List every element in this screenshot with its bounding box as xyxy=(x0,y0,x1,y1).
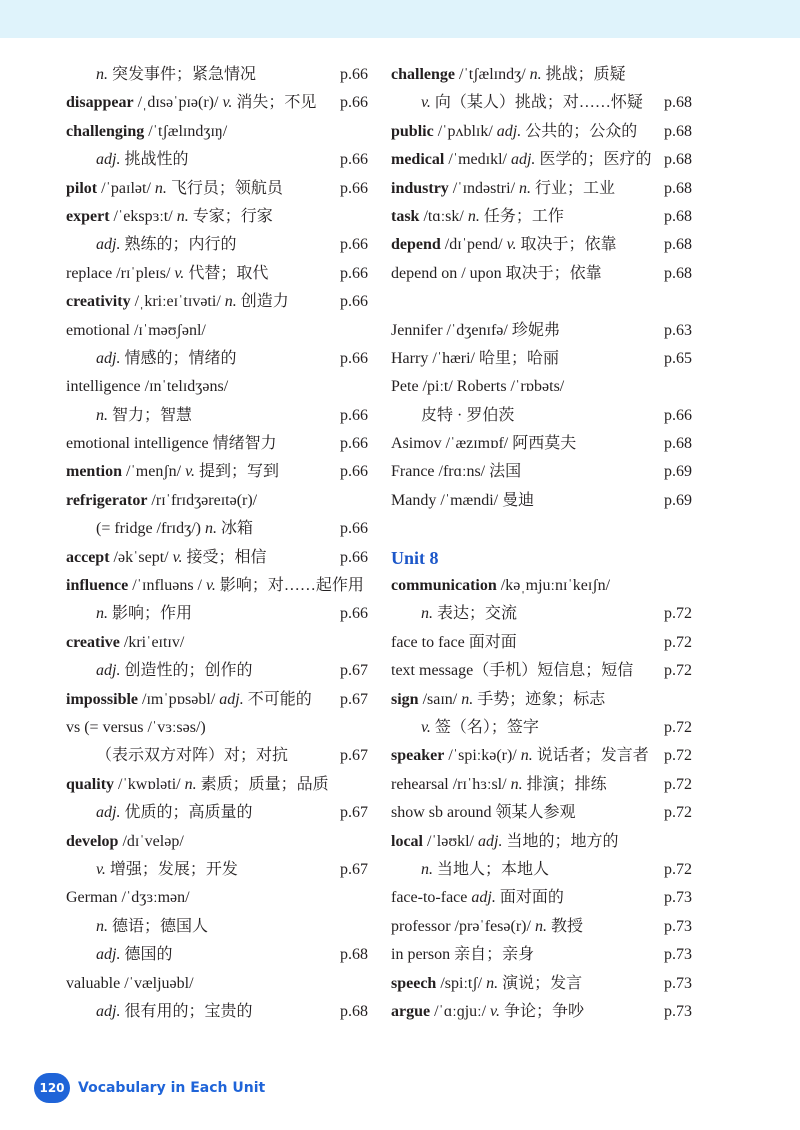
entry-text: /ˌkriːeɪˈtɪvəti/ xyxy=(130,293,225,311)
entry-text: 影响；作用 xyxy=(108,605,193,623)
vocab-entry xyxy=(66,600,368,628)
part-of-speech: adj. xyxy=(96,236,121,254)
part-of-speech: n. xyxy=(520,747,533,765)
page-reference: p.73 xyxy=(664,1002,692,1020)
vocab-entry xyxy=(66,998,368,1026)
page-reference: p.66 xyxy=(340,94,368,112)
entry-text: Mandy /ˈmændi/ 曼迪 xyxy=(391,491,535,509)
vocab-entry xyxy=(66,629,368,657)
vocab-entry xyxy=(391,231,692,259)
entry-meaning: 教授 xyxy=(546,917,583,935)
entry-text: 挑战性的 xyxy=(120,151,189,169)
entry-text: 签（名）；签字 xyxy=(430,718,539,736)
entry-meaning: 素质；质量；品质 xyxy=(196,775,329,793)
vocab-entry xyxy=(391,118,692,146)
vocab-entry xyxy=(391,657,692,685)
page-reference: p.66 xyxy=(340,435,368,453)
vocab-entry xyxy=(66,288,368,316)
part-of-speech: adj. xyxy=(96,151,121,169)
vocab-entry xyxy=(66,175,368,203)
entry-text: /ˈɑːɡjuː/ xyxy=(430,1002,491,1020)
entry-text: /tɑːsk/ xyxy=(419,207,468,225)
part-of-speech: adj. xyxy=(96,349,121,367)
vocab-entry xyxy=(66,657,368,685)
entry-text: /ˈspiːkə(r)/ xyxy=(444,747,521,765)
page-reference: p.66 xyxy=(340,236,368,254)
part-of-speech: n. xyxy=(467,207,480,225)
vocab-entry xyxy=(391,430,692,458)
part-of-speech: adj. xyxy=(510,151,536,169)
vocab-entry xyxy=(391,884,692,912)
entry-meaning: 当地的；地方的 xyxy=(502,832,619,850)
entry-text: /kriˈeɪtɪv/ xyxy=(119,633,185,651)
page-reference: p.66 xyxy=(340,605,368,623)
section-spacer xyxy=(391,288,692,316)
headword: impossible xyxy=(66,690,139,708)
entry-text: 突发事件；紧急情况 xyxy=(108,66,257,83)
vocab-entry xyxy=(66,686,368,714)
part-of-speech: n. xyxy=(486,974,499,992)
entry-meaning: 医学的；医疗的 xyxy=(535,151,652,169)
page-reference: p.66 xyxy=(340,264,368,282)
entry-text: /ˈmenʃn/ xyxy=(122,463,186,481)
headword: speech xyxy=(391,974,437,992)
entry-text: 表达；交流 xyxy=(433,605,518,623)
headword: argue xyxy=(391,1002,431,1020)
part-of-speech: n. xyxy=(96,605,108,623)
vocab-entry xyxy=(66,884,368,912)
entry-text: 当地人；本地人 xyxy=(433,860,550,878)
page-reference: p.66 xyxy=(340,520,368,538)
page-reference: p.68 xyxy=(664,435,692,453)
part-of-speech: v. xyxy=(421,94,431,112)
part-of-speech: v. xyxy=(172,548,183,566)
part-of-speech: n. xyxy=(96,66,108,83)
vocab-entry xyxy=(66,260,368,288)
entry-meaning: 影响；对……起作用 xyxy=(215,577,364,595)
vocab-entry xyxy=(66,799,368,827)
entry-meaning: 接受；相信 xyxy=(182,548,267,566)
headword: industry xyxy=(391,179,449,197)
vocab-entry xyxy=(391,345,692,373)
entry-text: /ɪmˈpɒsəbl/ xyxy=(138,690,220,708)
part-of-speech: v. xyxy=(421,718,431,736)
headword: speaker xyxy=(391,747,445,765)
part-of-speech: v. xyxy=(205,577,216,595)
part-of-speech: adj. xyxy=(96,662,121,680)
vocab-entry xyxy=(66,61,368,89)
vocab-entry xyxy=(391,203,692,231)
entry-text: (= fridge /frɪdʒ/) xyxy=(96,520,205,538)
part-of-speech: v. xyxy=(222,94,233,112)
headword: creativity xyxy=(66,293,131,311)
page-reference: p.72 xyxy=(664,718,692,736)
entry-text: /ˌdɪsəˈpɪə(r)/ xyxy=(133,94,223,112)
page-reference: p.72 xyxy=(664,662,692,680)
vocab-entry xyxy=(391,686,692,714)
headword: develop xyxy=(66,832,119,850)
vocab-entry xyxy=(391,600,692,628)
headword: quality xyxy=(66,775,115,793)
vocab-entry xyxy=(66,487,368,515)
entry-text: face-to-face xyxy=(391,889,472,907)
entry-text: Jennifer /ˈdʒenɪfə/ 珍妮弗 xyxy=(391,321,560,339)
part-of-speech: n. xyxy=(96,917,108,935)
vocab-entry xyxy=(391,146,692,174)
page-reference: p.72 xyxy=(664,775,692,793)
vocab-entry xyxy=(66,771,368,799)
page-reference: p.68 xyxy=(664,179,692,197)
page-reference: p.63 xyxy=(664,321,692,339)
entry-meaning: 专家；行家 xyxy=(188,207,273,225)
section-spacer xyxy=(391,515,692,543)
page-reference: p.73 xyxy=(664,946,692,964)
entry-text: （表示双方对阵）对；对抗 xyxy=(96,747,289,765)
vocab-entry xyxy=(391,260,692,288)
vocab-entry xyxy=(391,828,692,856)
entry-text: 情感的；情绪的 xyxy=(120,349,237,367)
vocab-entry xyxy=(391,572,692,600)
entry-meaning: 演说；发言 xyxy=(498,974,583,992)
entry-meaning: 提到；写到 xyxy=(195,463,280,481)
top-header-band xyxy=(0,0,800,38)
entry-text: /ˈkwɒləti/ xyxy=(114,775,185,793)
headword: creative xyxy=(66,633,120,651)
entry-meaning: 说话者；发言者 xyxy=(532,747,649,765)
page-reference: p.72 xyxy=(664,605,692,623)
part-of-speech: adj. xyxy=(96,804,121,822)
part-of-speech: n. xyxy=(224,293,237,311)
entry-text: 皮特 · 罗伯茨 xyxy=(421,406,515,424)
headword: accept xyxy=(66,548,110,566)
page-reference: p.66 xyxy=(664,406,692,424)
part-of-speech: n. xyxy=(510,775,523,793)
vocab-entry xyxy=(391,941,692,969)
page-reference: p.66 xyxy=(340,179,368,197)
page-reference: p.67 xyxy=(340,662,368,680)
headword: communication xyxy=(391,577,497,595)
page-reference: p.68 xyxy=(664,94,692,112)
vocab-entry xyxy=(66,941,368,969)
headword: sign xyxy=(391,690,419,708)
headword: mention xyxy=(66,463,122,481)
headword: influence xyxy=(66,577,129,595)
vocab-entry xyxy=(391,998,692,1026)
vocab-entry xyxy=(66,515,368,543)
entry-text: /ˈləʊkl/ xyxy=(423,832,478,850)
vocab-entry xyxy=(391,61,692,89)
vocab-entry xyxy=(66,203,368,231)
entry-text: /dɪˈpend/ xyxy=(440,236,507,254)
part-of-speech: v. xyxy=(490,1002,500,1020)
part-of-speech: n. xyxy=(461,690,474,708)
vocab-entry xyxy=(66,89,368,117)
entry-text: France /frɑːns/ 法国 xyxy=(391,463,522,481)
page-reference: p.65 xyxy=(664,349,692,367)
part-of-speech: adj. xyxy=(96,1002,121,1020)
page-footer xyxy=(34,1073,265,1103)
part-of-speech: n. xyxy=(154,179,167,197)
entry-text: 德语；德国人 xyxy=(108,917,209,935)
part-of-speech: adj. xyxy=(478,832,503,850)
headword: refrigerator xyxy=(66,491,148,509)
headword: medical xyxy=(391,151,445,169)
part-of-speech: adj. xyxy=(96,946,121,964)
part-of-speech: adj. xyxy=(219,690,244,708)
page-reference: p.68 xyxy=(664,207,692,225)
entry-text: /rɪˈfrɪdʒəreɪtə(r)/ xyxy=(147,491,258,509)
page-reference: p.66 xyxy=(340,406,368,424)
part-of-speech: n. xyxy=(421,860,433,878)
vocab-entry xyxy=(391,373,692,401)
vocab-entry xyxy=(66,544,368,572)
vocab-entry xyxy=(66,742,368,770)
entry-text: /ˈtʃælɪndʒ/ xyxy=(455,66,530,83)
entry-text: 智力；智慧 xyxy=(108,406,193,424)
vocab-entry xyxy=(66,345,368,373)
page-reference: p.67 xyxy=(340,804,368,822)
part-of-speech: n. xyxy=(204,520,217,538)
vocab-entry xyxy=(66,373,368,401)
entry-text: intelligence /ɪnˈtelɪdʒəns/ xyxy=(66,378,229,396)
entry-meaning: 挑战；质疑 xyxy=(541,66,626,83)
entry-text: in person 亲自；亲身 xyxy=(391,946,535,964)
vocab-entry xyxy=(66,430,368,458)
vocab-entry xyxy=(66,572,368,600)
headword: public xyxy=(391,122,434,140)
page-reference: p.72 xyxy=(664,860,692,878)
vocab-entry xyxy=(391,458,692,486)
vocab-entry xyxy=(391,970,692,998)
entry-text: /spiːtʃ/ xyxy=(436,974,487,992)
vocab-entry xyxy=(391,317,692,345)
part-of-speech: n. xyxy=(529,66,542,83)
part-of-speech: n. xyxy=(519,179,532,197)
vocab-entry xyxy=(391,714,692,742)
page-reference: p.67 xyxy=(340,747,368,765)
entry-meaning: 任务；工作 xyxy=(479,207,564,225)
page-reference: p.69 xyxy=(664,491,692,509)
vocabulary-column-left xyxy=(66,61,368,1026)
vocab-entry xyxy=(391,402,692,430)
entry-meaning: 排演；排练 xyxy=(522,775,607,793)
page-reference: p.72 xyxy=(664,804,692,822)
part-of-speech: adj. xyxy=(471,889,496,907)
entry-text: /ˈɪndəstri/ xyxy=(448,179,520,197)
vocabulary-column-right xyxy=(391,61,692,1026)
entry-meaning: 取决于；依靠 xyxy=(516,236,617,254)
entry-text: /saɪn/ xyxy=(418,690,462,708)
entry-text: /əkˈsept/ xyxy=(109,548,173,566)
page-number-badge: 120 xyxy=(34,1073,70,1103)
vocab-entry xyxy=(66,856,368,884)
page-reference: p.68 xyxy=(664,151,692,169)
entry-text: 很有用的；宝贵的 xyxy=(120,1002,253,1020)
vocab-entry xyxy=(66,231,368,259)
part-of-speech: n. xyxy=(184,775,197,793)
headword: local xyxy=(391,832,423,850)
part-of-speech: v. xyxy=(506,236,517,254)
entry-text: 创造性的；创作的 xyxy=(120,662,253,680)
vocab-entry xyxy=(391,856,692,884)
entry-text: German /ˈdʒɜːmən/ xyxy=(66,889,190,907)
page-reference: p.66 xyxy=(340,463,368,481)
entry-meaning: 不可能的 xyxy=(243,690,312,708)
entry-text: Asimov /ˈæzɪmɒf/ 阿西莫夫 xyxy=(391,435,577,453)
entry-text: Harry /ˈhæri/ 哈里；哈丽 xyxy=(391,349,559,367)
vocab-entry xyxy=(391,629,692,657)
headword: task xyxy=(391,207,420,225)
vocab-entry xyxy=(66,118,368,146)
page-reference: p.67 xyxy=(340,860,368,878)
page-reference: p.66 xyxy=(340,349,368,367)
entry-meaning: 代替；取代 xyxy=(184,264,269,282)
entry-text: show sb around 领某人参观 xyxy=(391,804,576,822)
entry-text: text message（手机）短信息；短信 xyxy=(391,662,634,680)
vocab-entry xyxy=(66,828,368,856)
page-reference: p.68 xyxy=(340,1002,368,1020)
entry-text: 增强；发展；开发 xyxy=(105,860,238,878)
headword: disappear xyxy=(66,94,134,112)
page-reference: p.66 xyxy=(340,151,368,169)
entry-text: emotional intelligence 情绪智力 xyxy=(66,435,277,453)
page-reference: p.68 xyxy=(664,236,692,254)
entry-text: 优质的；高质量的 xyxy=(120,804,253,822)
entry-text: 向（某人）挑战；对……怀疑 xyxy=(430,94,643,112)
vocab-entry xyxy=(391,799,692,827)
vocab-entry xyxy=(66,970,368,998)
page-reference: p.72 xyxy=(664,747,692,765)
entry-text: professor /prəˈfesə(r)/ xyxy=(391,917,535,935)
entry-text: emotional /ɪˈməʊʃənl/ xyxy=(66,321,206,339)
vocab-entry xyxy=(66,913,368,941)
entry-meaning: 手势；迹象；标志 xyxy=(473,690,606,708)
headword: depend xyxy=(391,236,441,254)
entry-text: valuable /ˈvæljuəbl/ xyxy=(66,974,194,992)
entry-meaning: 冰箱 xyxy=(216,520,253,538)
entry-text: /dɪˈveləp/ xyxy=(118,832,184,850)
vocab-entry xyxy=(391,175,692,203)
page-reference: p.68 xyxy=(664,122,692,140)
vocab-entry xyxy=(391,742,692,770)
footer-title: Vocabulary in Each Unit xyxy=(78,1080,266,1096)
unit-heading xyxy=(391,544,692,572)
page-reference: p.68 xyxy=(664,264,692,282)
entry-text: face to face 面对面 xyxy=(391,633,517,651)
headword: challenge xyxy=(391,66,455,83)
page-reference: p.66 xyxy=(340,548,368,566)
page-reference: p.73 xyxy=(664,917,692,935)
entry-text: replace /rɪˈpleɪs/ xyxy=(66,264,175,282)
entry-meaning: 公共的；公众的 xyxy=(521,122,638,140)
entry-text: /kəˌmjuːnɪˈkeɪʃn/ xyxy=(496,577,611,595)
entry-text: /ˈekspɜːt/ xyxy=(109,207,177,225)
entry-meaning: 消失；不见 xyxy=(232,94,317,112)
part-of-speech: adj. xyxy=(496,122,522,140)
vocab-entry xyxy=(391,89,692,117)
headword: pilot xyxy=(66,179,98,197)
entry-text: 熟练的；内行的 xyxy=(120,236,237,254)
entry-meaning: 面对面的 xyxy=(495,889,564,907)
part-of-speech: v. xyxy=(185,463,196,481)
vocab-entry xyxy=(66,146,368,174)
entry-text: /ˈɪnfluəns / xyxy=(128,577,206,595)
vocab-entry xyxy=(66,458,368,486)
unit-title: Unit 8 xyxy=(391,547,439,568)
entry-text: vs (= versus /ˈvɜːsəs/) xyxy=(66,718,206,736)
entry-meaning: 行业；工业 xyxy=(531,179,616,197)
headword: expert xyxy=(66,207,110,225)
vocab-entry xyxy=(66,402,368,430)
entry-text: depend on / upon 取决于；依靠 xyxy=(391,264,602,282)
entry-text: /ˈmedɪkl/ xyxy=(444,151,511,169)
vocab-entry xyxy=(391,487,692,515)
page-reference: p.66 xyxy=(340,293,368,311)
part-of-speech: n. xyxy=(176,207,189,225)
entry-text: /ˈpʌblɪk/ xyxy=(433,122,497,140)
entry-text: /ˈpaɪlət/ xyxy=(97,179,155,197)
vocab-entry xyxy=(391,771,692,799)
part-of-speech: v. xyxy=(96,860,106,878)
entry-meaning: 创造力 xyxy=(236,293,289,311)
headword: challenging xyxy=(66,122,145,140)
entry-meaning: 飞行员；领航员 xyxy=(166,179,283,197)
part-of-speech: n. xyxy=(534,917,547,935)
part-of-speech: v. xyxy=(174,264,185,282)
page-reference: p.67 xyxy=(340,690,368,708)
part-of-speech: n. xyxy=(421,605,433,623)
page-reference: p.66 xyxy=(340,66,368,83)
vocab-entry xyxy=(66,714,368,742)
vocab-entry xyxy=(391,913,692,941)
entry-text: rehearsal /rɪˈhɜːsl/ xyxy=(391,775,511,793)
entry-meaning: 争论；争吵 xyxy=(499,1002,584,1020)
page-reference: p.69 xyxy=(664,463,692,481)
page-reference: p.68 xyxy=(340,946,368,964)
page-reference: p.72 xyxy=(664,633,692,651)
entry-text: 德国的 xyxy=(120,946,173,964)
vocab-entry xyxy=(66,317,368,345)
entry-text: Pete /piːt/ Roberts /ˈrɒbəts/ xyxy=(391,378,565,396)
entry-text: /ˈtʃælɪndʒɪŋ/ xyxy=(144,122,228,140)
page-reference: p.73 xyxy=(664,889,692,907)
page-reference: p.73 xyxy=(664,974,692,992)
part-of-speech: n. xyxy=(96,406,108,424)
